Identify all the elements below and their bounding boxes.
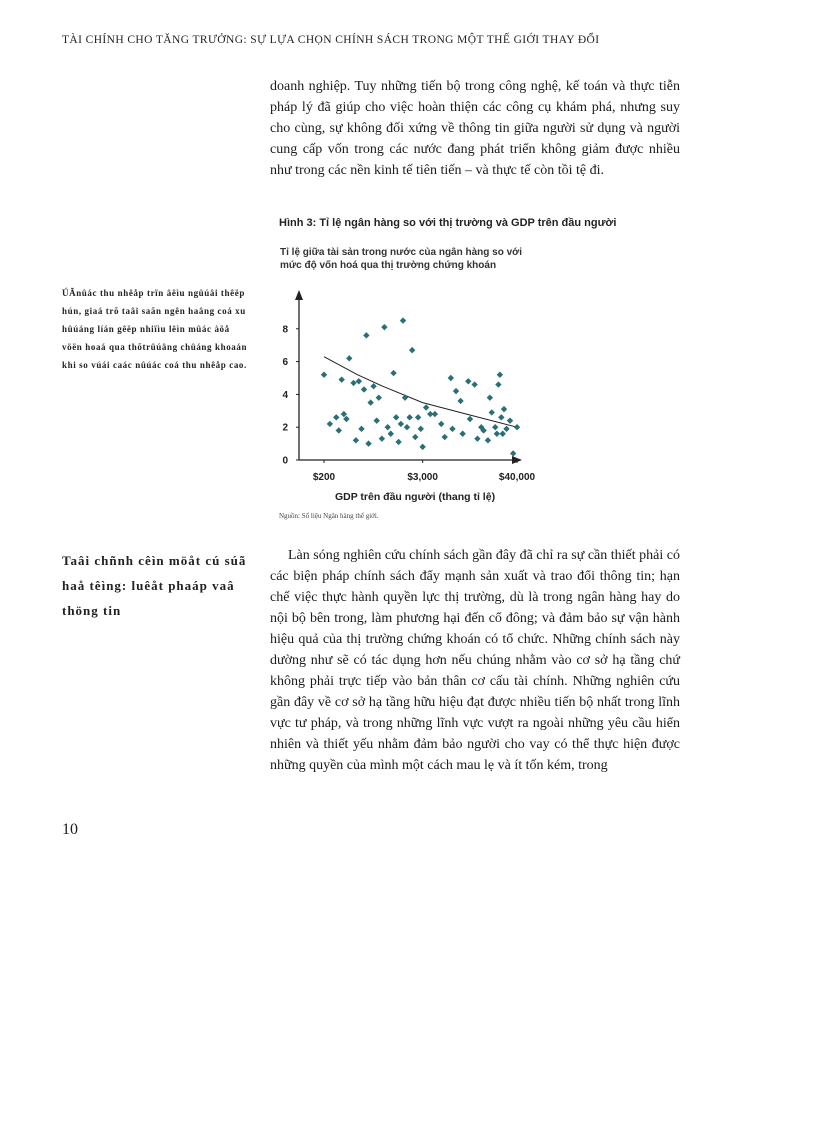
y-tick-label: 8 [282,324,288,336]
data-point [467,416,473,422]
data-point [388,431,394,437]
data-point [365,440,371,446]
data-point [510,450,516,456]
data-point [367,399,373,405]
data-point [358,426,364,432]
x-tick-label: $3,000 [407,472,438,483]
data-point [498,414,504,420]
data-point [501,406,507,412]
section-heading: Taâi chñnh cêìn möåt cú súã haå têìng: luêåt phaáp vaâ thöng tin [62,553,247,618]
data-point [356,378,362,384]
data-point [353,437,359,443]
data-point [474,435,480,441]
data-point [432,411,438,417]
data-point [514,424,520,430]
chart-subtitle [280,246,580,272]
data-point [404,424,410,430]
data-point [336,427,342,433]
data-point [442,434,448,440]
y-tick-label: 6 [282,357,288,369]
data-point [457,398,463,404]
x-axis-label: GDP trên đầu người (thang tỉ lệ) [334,491,496,503]
chart-ticks [282,324,535,483]
data-point [398,421,404,427]
data-point [361,386,367,392]
data-point [327,421,333,427]
data-point [471,381,477,387]
data-point [438,421,444,427]
y-tick-label: 0 [282,455,288,467]
chart-subtitle-line-1: Tỉ lệ giữa tài sản trong nước của ngân hàng so với [280,247,523,258]
data-point [409,347,415,353]
scatter-chart [270,278,540,508]
y-tick-label: 4 [282,389,288,401]
data-point [453,388,459,394]
chart-subtitle-line-2: mức độ vốn hoá qua thị trường chứng khoán [280,260,497,271]
chart-points [321,317,520,456]
y-tick-label: 2 [282,422,288,434]
data-point [489,409,495,415]
data-point [395,439,401,445]
data-point [449,426,455,432]
data-point [390,370,396,376]
x-tick-label: $40,000 [498,472,536,483]
data-point [406,414,412,420]
data-point [346,355,352,361]
data-point [499,431,505,437]
x-tick-label: $200 [312,472,336,483]
data-point [338,376,344,382]
data-point [503,426,509,432]
data-point [385,424,391,430]
data-point [381,324,387,330]
intro-paragraph: doanh nghiệp. Tuy những tiến bộ trong công nghệ, kế toán và thực tiễn pháp lý đã giúp cho việc hoàn thiện các công cụ khám phá, nhưng suy cho cùng, sự không đối xứng về thông tin giữa người sử dụng và người cung cấp vốn trong các nước đang phát triển không giảm được nhiều như trong các nền kinh tế tiên tiến – và thực tế còn tồi tệ đi. [270,79,680,178]
y-axis-arrow [295,290,303,300]
data-point [495,381,501,387]
data-point [465,378,471,384]
data-point [448,375,454,381]
figure-title: Hình 3: Tỉ lệ ngân hàng so với thị trường và GDP trên đầu người [279,217,617,229]
data-point [379,435,385,441]
body-paragraph: Làn sóng nghiên cứu chính sách gần đây đã chỉ ra sự cần thiết phải có các biện pháp chính sách đẩy mạnh sản xuất và trao đổi thông tin; hạn chế việc thực hành quyền lực thị trường, dù là trong ngân hàng hay do nội bộ bên trong, làm phương hại đến cổ đông; và đảm bảo sự vận hành hiệu quả của thị trường chứng khoán có tổ chức. Những chính sách này dường như sẽ có tác dụng hơn nếu chúng nhằm vào cơ sở hạ tầng chứ không phải trực tiếp vào bản thân cơ cấu tài chính. Những nghiên cứu gần đây về cơ sở hạ tầng hữu hiệu đạt được nhiều tiến bộ nhất trong lĩnh vực tư pháp, và trong những lĩnh vực vượt ra ngoài những yêu cầu hiển nhiên và thiết yếu nhằm đảm bảo người cho vay có thể thực hiện được những quyền của mình một cách mau lẹ và ít tốn kém, trong [270,548,680,773]
chart-source: Nguồn: Số liệu Ngân hàng thế giới. [279,512,379,520]
data-point [415,414,421,420]
data-point [370,383,376,389]
data-point [487,394,493,400]
data-point [412,434,418,440]
data-point [363,332,369,338]
data-point [321,372,327,378]
data-point [507,417,513,423]
page-number: 10 [62,821,78,838]
data-point [494,431,500,437]
data-point [459,431,465,437]
data-point [419,444,425,450]
margin-note: ÚÃnûác thu nhêåp trïn âêìu ngûúâi thêëp hún, giaá trõ taâi saãn ngên haâng coá xu hûúáng líán gêëp nhiïìu lêìn mûác àöå vöën hoaá qua thõtrûúâng chûáng khoaán khi so vúái caác nûúác coá thu nhêåp cao. [62,288,248,370]
running-header: TÀI CHÍNH CHO TĂNG TRƯỞNG: SỰ LỰA CHỌN CHÍNH SÁCH TRONG MỘT THẾ GIỚI THAY ĐỔI [62,34,600,46]
data-point [393,414,399,420]
data-point [492,424,498,430]
data-point [333,414,339,420]
data-point [423,404,429,410]
data-point [376,394,382,400]
data-point [485,437,491,443]
data-point [497,372,503,378]
data-point [418,426,424,432]
data-point [402,394,408,400]
data-point [374,417,380,423]
data-point [400,317,406,323]
data-point [350,380,356,386]
